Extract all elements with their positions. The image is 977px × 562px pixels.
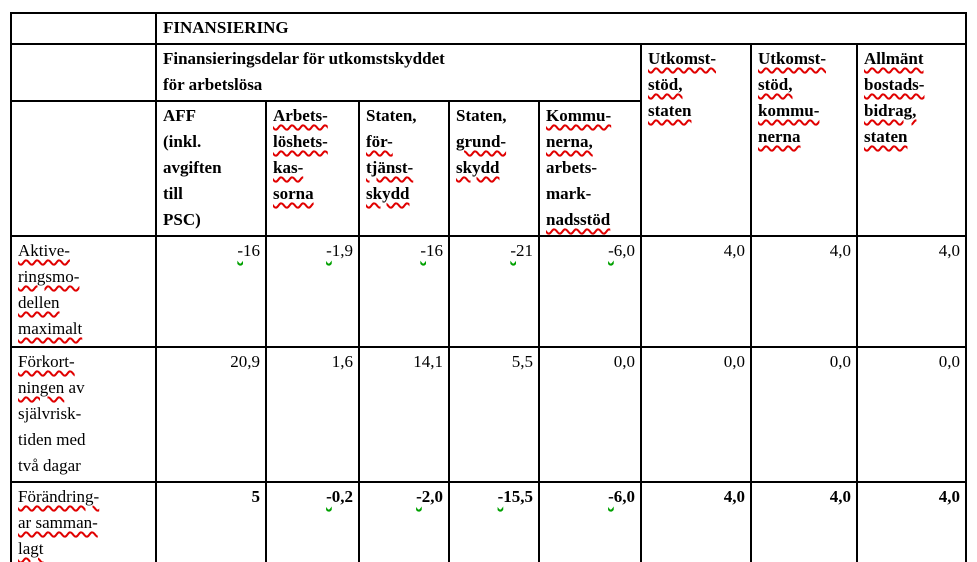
cell-head-utkomststod-staten [641, 44, 751, 236]
text-run: två dagar [18, 456, 81, 475]
text-run: maximalt [18, 319, 83, 338]
text-run: 2,0 [421, 487, 443, 506]
text-line [546, 349, 635, 375]
text-run: 4,0 [829, 241, 851, 260]
row-forandringar [11, 482, 966, 562]
text-run: staten [648, 101, 692, 120]
text-line [18, 349, 150, 375]
text-run: bidrag, [864, 101, 917, 120]
cell-value-forandringar-kommunerna [539, 482, 641, 562]
text-run: tiden med [18, 430, 86, 449]
text-run: 4,0 [829, 487, 851, 506]
text-run: avgiften [163, 158, 222, 177]
text-run: lagt [18, 539, 44, 558]
cell-head-aff [156, 101, 266, 236]
text-run: 5,5 [511, 352, 533, 371]
cell-value-aktivering-kommunerna [539, 236, 641, 347]
text-line [18, 484, 150, 510]
cell-head-staten-grundskydd [449, 101, 539, 236]
text-line [864, 124, 960, 150]
text-line [18, 238, 150, 264]
text-run: 15,5 [503, 487, 533, 506]
cell-head-utkomststod-kommunerna [751, 44, 857, 236]
cell-value-forandringar-kassorna [266, 482, 359, 562]
cell-value-aktivering-kassorna [266, 236, 359, 347]
text-line [18, 264, 150, 290]
text-line [163, 484, 260, 510]
row-subtitle [11, 44, 966, 101]
cell-value-forandringar-utkomststod-kommunerna [751, 482, 857, 562]
text-line [546, 207, 635, 233]
text-line [163, 46, 635, 72]
text-run: stöd, [648, 75, 683, 94]
text-run: mark- [546, 184, 592, 203]
text-run: Utkomst- [758, 49, 826, 68]
text-line [163, 129, 260, 155]
cell-value-forkortning-kommunerna [539, 347, 641, 482]
text-line [864, 46, 960, 72]
text-line [864, 72, 960, 98]
text-line [163, 349, 260, 375]
text-run: 16 [243, 241, 260, 260]
text-line [163, 207, 260, 233]
text-run: staten [864, 127, 908, 146]
text-line [18, 375, 150, 401]
cell-value-aktivering-aff [156, 236, 266, 347]
text-run: - [510, 241, 516, 260]
text-run: 0,0 [613, 352, 635, 371]
text-run: 20,9 [230, 352, 260, 371]
text-line [758, 124, 851, 150]
text-line [163, 103, 260, 129]
cell-value-forkortning-grundskydd [449, 347, 539, 482]
text-line [456, 155, 533, 181]
cell-value-forandringar-utkomststod-staten [641, 482, 751, 562]
cell-value-forkortning-aff [156, 347, 266, 482]
text-line [456, 484, 533, 510]
text-run: - [326, 487, 332, 506]
text-line [546, 238, 635, 264]
text-line [648, 98, 745, 124]
cell-value-aktivering-utkomststod-staten [641, 236, 751, 347]
text-run: - [237, 241, 243, 260]
cell-value-forkortning-bostadsbidrag [857, 347, 966, 482]
text-line [456, 129, 533, 155]
cell-label-forandringar [11, 482, 156, 562]
text-run: Förkort- [18, 352, 75, 371]
text-run: 0,0 [723, 352, 745, 371]
row-finansiering [11, 13, 966, 44]
text-line [163, 181, 260, 207]
text-run: sorna [273, 184, 314, 203]
row-forkortningen [11, 347, 966, 482]
text-run: för- [366, 132, 393, 151]
text-line [366, 238, 443, 264]
text-run: 0,2 [331, 487, 353, 506]
text-run: Aktive- [18, 241, 70, 260]
cell-value-aktivering-fortjanst [359, 236, 449, 347]
text-run: 1,9 [331, 241, 353, 260]
text-run: Staten, [456, 106, 507, 125]
text-line [648, 72, 745, 98]
text-run: Utkomst- [648, 49, 716, 68]
text-line [546, 155, 635, 181]
text-run: bostads- [864, 75, 925, 94]
table-body [11, 13, 966, 562]
text-run: Förändring- [18, 487, 100, 506]
text-line [546, 181, 635, 207]
text-line [864, 238, 960, 264]
text-run: för arbetslösa [163, 75, 263, 94]
text-run: 4,0 [938, 241, 961, 260]
cell-head-staten-fortjanstskydd [359, 101, 449, 236]
text-line [758, 238, 851, 264]
text-line [18, 510, 150, 536]
text-line [864, 484, 960, 510]
text-line [273, 129, 353, 155]
text-run: Finansieringsdelar för utkomstskyddet [163, 49, 445, 68]
text-line [163, 15, 960, 41]
cell-value-forandringar-fortjanst [359, 482, 449, 562]
text-line [546, 484, 635, 510]
text-line [366, 484, 443, 510]
text-run: PSC) [163, 210, 201, 229]
text-line [18, 290, 150, 316]
text-line [163, 155, 260, 181]
text-line [366, 181, 443, 207]
text-line [366, 155, 443, 181]
text-line [18, 453, 150, 479]
text-line [366, 103, 443, 129]
text-line [273, 484, 353, 510]
text-run: ningen [18, 378, 65, 397]
text-run: FINANSIERING [163, 18, 289, 37]
text-run: Kommu- [546, 106, 612, 125]
text-line [546, 103, 635, 129]
text-line [758, 349, 851, 375]
text-run: - [326, 241, 332, 260]
cell-label-aktiveringsmodellen [11, 236, 156, 347]
text-run: Arbets- [273, 106, 328, 125]
text-run: 6,0 [613, 241, 635, 260]
text-line [273, 349, 353, 375]
text-line [273, 155, 353, 181]
text-line [163, 72, 635, 98]
text-run: nerna, [546, 132, 593, 151]
text-line [758, 72, 851, 98]
text-line [456, 349, 533, 375]
cell-value-forkortning-utkomststod-kommunerna [751, 347, 857, 482]
text-line [18, 536, 150, 562]
cell-value-forandringar-aff [156, 482, 266, 562]
text-line [758, 484, 851, 510]
cell-head-allmant-bostadsbidrag [857, 44, 966, 236]
cell-value-forandringar-bostadsbidrag [857, 482, 966, 562]
text-run: (inkl. [163, 132, 202, 151]
text-line [366, 349, 443, 375]
text-run: ar samman- [18, 513, 98, 532]
text-run: nerna [758, 127, 801, 146]
text-run: 6,0 [613, 487, 635, 506]
text-line [18, 316, 150, 342]
cell-value-aktivering-utkomststod-kommunerna [751, 236, 857, 347]
text-run: 16 [426, 241, 443, 260]
text-line [18, 427, 150, 453]
text-line [546, 129, 635, 155]
text-line [456, 103, 533, 129]
row-aktiveringsmodellen [11, 236, 966, 347]
text-run: 0,0 [938, 352, 961, 371]
finansiering-table [10, 12, 967, 562]
cell-value-aktivering-bostadsbidrag [857, 236, 966, 347]
text-run: 1,6 [331, 352, 353, 371]
text-run: av [64, 378, 85, 397]
text-run: - [497, 487, 504, 506]
text-line [864, 98, 960, 124]
text-run: 0,0 [829, 352, 851, 371]
cell-corner-empty-3 [11, 101, 156, 236]
text-run: 4,0 [723, 487, 745, 506]
cell-corner-empty-2 [11, 44, 156, 101]
text-run: - [608, 487, 614, 506]
cell-label-forkortningen [11, 347, 156, 482]
cell-corner-empty-1 [11, 13, 156, 44]
text-line [273, 238, 353, 264]
text-run: - [416, 487, 422, 506]
text-run: 4,0 [723, 241, 745, 260]
text-run: kommu- [758, 101, 820, 120]
text-run: skydd [366, 184, 410, 203]
text-line [864, 349, 960, 375]
text-line [366, 129, 443, 155]
text-run: självrisk- [18, 404, 82, 423]
cell-head-arbetsloshetskassorna [266, 101, 359, 236]
cell-finansiering-title [156, 13, 966, 44]
text-line [273, 181, 353, 207]
text-run: Allmänt [864, 49, 924, 68]
text-run: till [163, 184, 183, 203]
text-run: stöd, [758, 75, 793, 94]
text-run: kas- [273, 158, 304, 177]
text-line [648, 484, 745, 510]
text-run: löshets- [273, 132, 328, 151]
text-line [163, 238, 260, 264]
text-line [273, 103, 353, 129]
text-run: 4,0 [938, 487, 961, 506]
text-line [648, 46, 745, 72]
text-line [648, 349, 745, 375]
text-run: ringsmo- [18, 267, 80, 286]
text-line [758, 98, 851, 124]
text-run: AFF [163, 106, 197, 125]
cell-finansieringsdelar-subtitle [156, 44, 641, 101]
cell-value-aktivering-grundskydd [449, 236, 539, 347]
text-run: dellen [18, 293, 60, 312]
text-run: skydd [456, 158, 500, 177]
cell-value-forkortning-utkomststod-staten [641, 347, 751, 482]
cell-value-forandringar-grundskydd [449, 482, 539, 562]
text-line [18, 401, 150, 427]
text-run: 5 [251, 487, 260, 506]
text-line [758, 46, 851, 72]
text-run: Staten, [366, 106, 417, 125]
cell-value-forkortning-fortjanst [359, 347, 449, 482]
text-line [648, 238, 745, 264]
text-run: 21 [516, 241, 533, 260]
text-run: nadsstöd [546, 210, 611, 229]
text-run: arbets- [546, 158, 597, 177]
text-line [456, 238, 533, 264]
text-run: - [420, 241, 426, 260]
cell-value-forkortning-kassorna [266, 347, 359, 482]
text-run: grund- [456, 132, 507, 151]
text-run: - [608, 241, 614, 260]
text-run: tjänst- [366, 158, 414, 177]
cell-head-kommunerna-arbetsmarknadsstod [539, 101, 641, 236]
text-run: 14,1 [413, 352, 443, 371]
